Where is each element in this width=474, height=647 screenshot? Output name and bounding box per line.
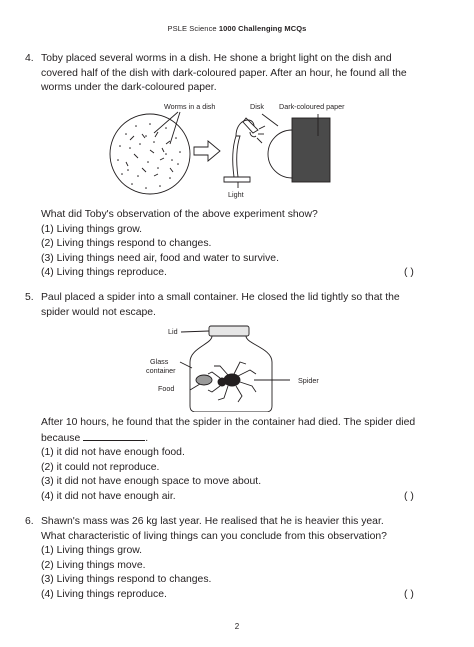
worm-dish	[110, 114, 190, 194]
option-3[interactable]: (3) it did not have enough space to move about.	[41, 476, 262, 488]
question-stem-line: worms under the dark-coloured paper.	[41, 82, 217, 94]
option-4[interactable]	[41, 588, 441, 603]
question-4	[25, 52, 441, 96]
answer-bracket[interactable]: ( )	[404, 490, 414, 502]
spider-jar-drawing	[0, 322, 474, 412]
option-4-text: (4) it did not have enough air.	[41, 490, 176, 502]
jar-lid	[209, 326, 249, 336]
question-text: After 10 hours, he found that the spider in the container had died. The spider died	[41, 417, 416, 428]
option-1[interactable]: (1) it did not have enough food.	[41, 447, 185, 459]
paper-label: Dark-coloured paper	[279, 102, 345, 111]
food-pellet	[196, 375, 212, 385]
spider-label: Spider	[298, 376, 319, 385]
option-4[interactable]	[41, 490, 441, 505]
dark-paper	[292, 118, 330, 182]
light-rays-icon	[257, 126, 265, 143]
option-1[interactable]: (1) Living things grow.	[41, 223, 143, 235]
question-stem-line: spider would not escape.	[41, 306, 156, 318]
answer-blank	[83, 431, 145, 441]
question-5-options	[41, 416, 441, 505]
dish-dots	[117, 123, 181, 189]
food-label: Food	[158, 384, 175, 393]
answer-bracket[interactable]: ( )	[404, 267, 414, 279]
worms-label: Worms in a dish	[164, 102, 216, 111]
glass-container-label-line1: Glass	[150, 357, 169, 366]
option-2[interactable]: (2) Living things respond to changes.	[41, 238, 212, 250]
question-4-options	[41, 208, 441, 281]
option-4-text: (4) Living things reproduce.	[41, 588, 167, 600]
option-2[interactable]: (2) it could not reproduce.	[41, 461, 160, 473]
question-number: 6.	[25, 516, 34, 527]
question-stem-line: covered half of the dish with dark-coloured paper. After an hour, he found all the	[41, 67, 407, 79]
header-prefix: PSLE Science	[167, 24, 217, 33]
lid-label: Lid	[168, 327, 178, 336]
question-stem-line: Shawn's mass was 26 kg last year. He realised that he is heavier this year.	[41, 516, 384, 527]
answer-bracket[interactable]: ( )	[404, 588, 414, 600]
question-number: 4.	[25, 53, 34, 64]
header-book-title: 1000 Challenging MCQs	[218, 24, 307, 33]
question-stem-line: What characteristic of living things can you conclude from this observation?	[41, 530, 387, 542]
page-number: 2	[234, 622, 240, 631]
option-1[interactable]: (1) Living things grow.	[41, 545, 143, 557]
spider-jar-figure	[0, 322, 474, 412]
question-stem-line: Toby placed several worms in a dish. He shone a bright light on the dish and	[41, 53, 392, 64]
disk	[268, 130, 292, 178]
disk-label: Disk	[250, 102, 264, 111]
question-5	[25, 291, 441, 320]
question-text-blank-line	[41, 431, 441, 447]
option-2[interactable]: (2) Living things move.	[41, 559, 146, 571]
question-text: What did Toby's observation of the above experiment show?	[41, 209, 318, 220]
worms-experiment-figure	[0, 96, 474, 206]
question-stem-line: Paul placed a spider into a small container. He closed the lid tightly so that the	[41, 292, 400, 303]
lamp-icon	[224, 118, 258, 182]
question-6	[25, 515, 441, 603]
question-number: 5.	[25, 292, 34, 303]
option-4[interactable]	[41, 266, 441, 281]
question-text-because: because	[41, 432, 81, 444]
light-label: Light	[228, 190, 244, 199]
page-header	[0, 24, 474, 33]
glass-container-label-line2: container	[146, 366, 176, 375]
question-text-period: .	[145, 432, 149, 444]
option-3[interactable]: (3) Living things respond to changes.	[41, 574, 212, 586]
option-3[interactable]: (3) Living things need air, food and water to survive.	[41, 252, 279, 264]
spider-icon	[208, 362, 256, 402]
option-4-text: (4) Living things reproduce.	[41, 267, 167, 279]
arrow-icon	[194, 141, 220, 161]
